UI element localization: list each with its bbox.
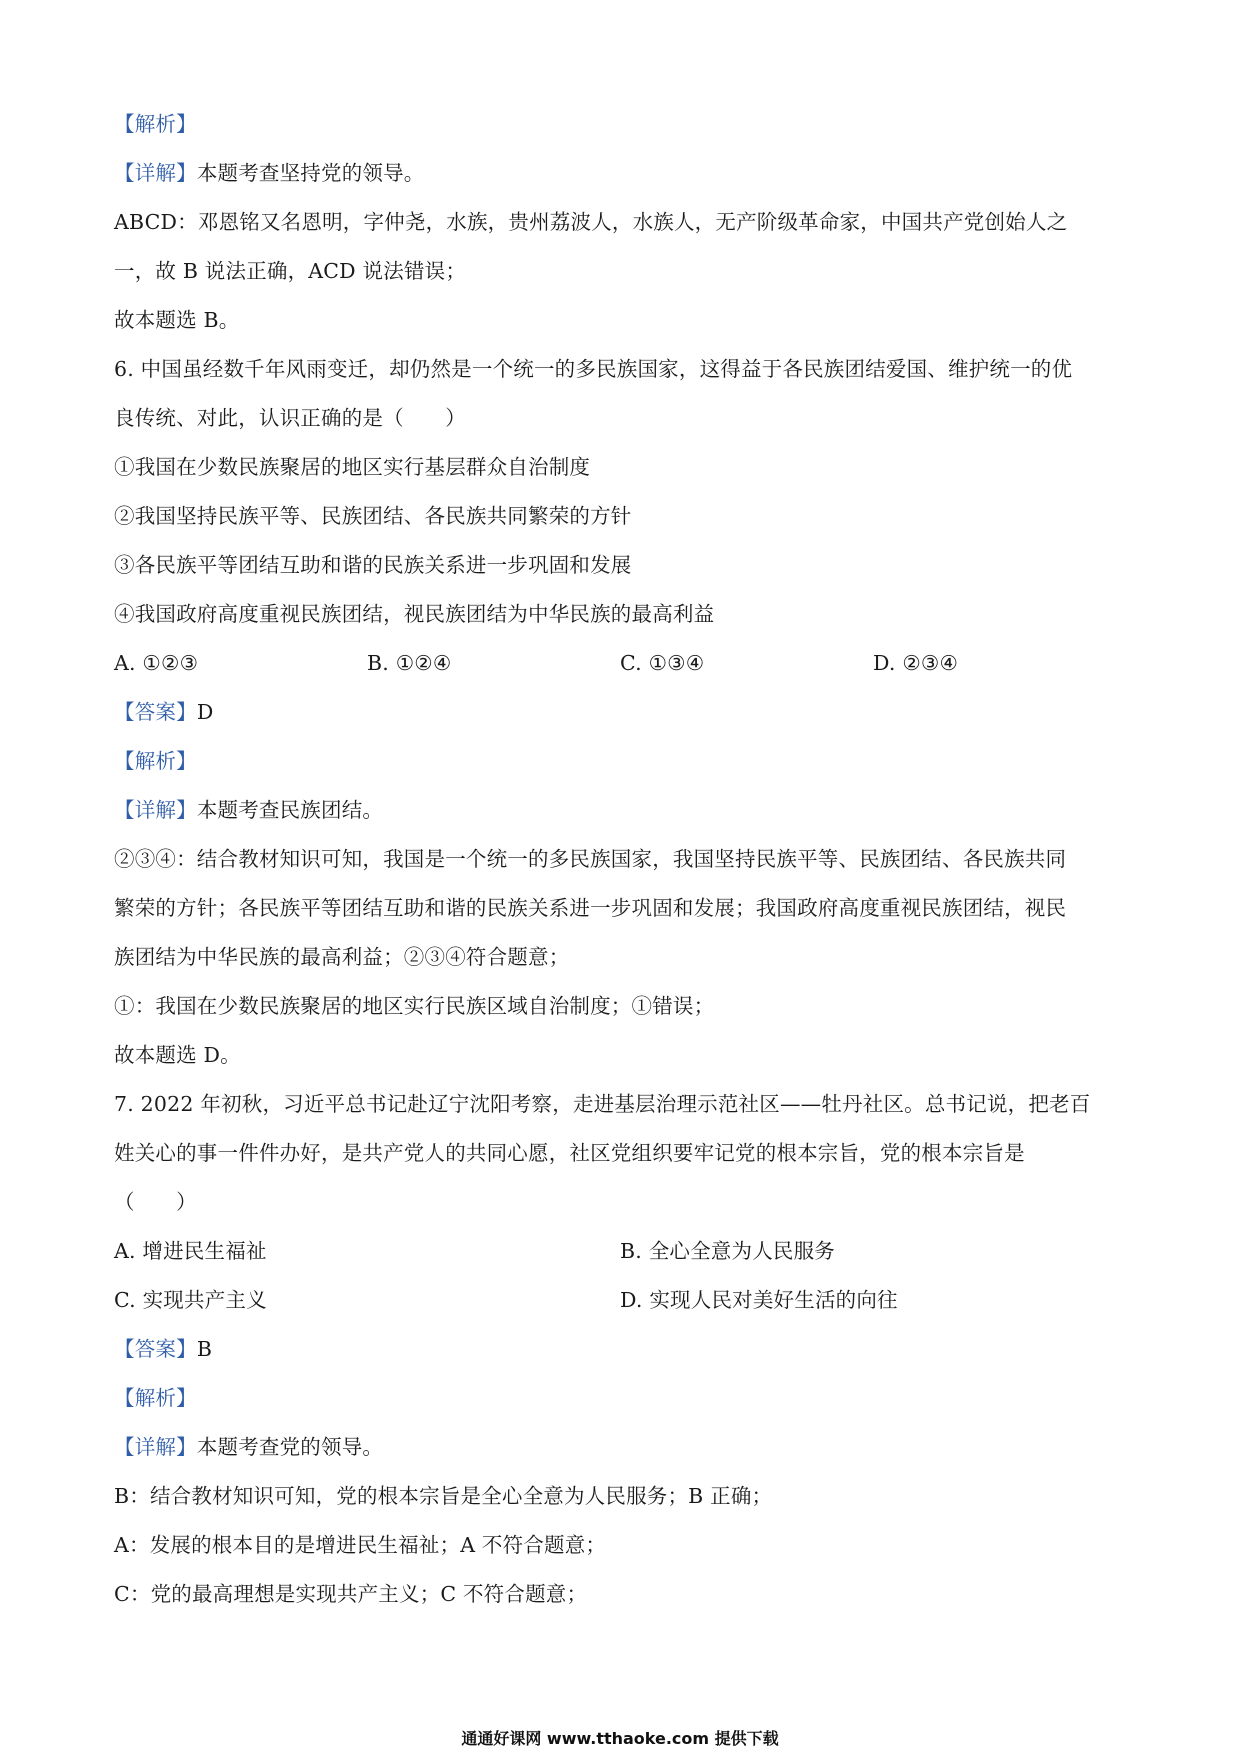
question-stem: 7. 2022 年初秋，习近平总书记赴辽宁沈阳考察，走进基层治理示范社区——牡丹社区。总书记说，把老百 [114, 1092, 1091, 1116]
detail-line [114, 786, 1126, 835]
detail-tag: 【详解】 [114, 161, 197, 185]
option-b: B. ①②④ [367, 651, 452, 675]
statement-item: ③各民族平等团结互助和谐的民族关系进一步巩固和发展 [114, 553, 632, 577]
detail-line [114, 149, 1126, 198]
question-stem: （ ） [114, 1190, 197, 1214]
statement-item: ②我国坚持民族平等、民族团结、各民族共同繁荣的方针 [114, 504, 632, 528]
analysis-heading [114, 1374, 1126, 1423]
analysis-heading [114, 737, 1126, 786]
explanation-line: ①：我国在少数民族聚居的地区实行民族区域自治制度；①错误； [114, 994, 715, 1018]
analysis-heading [114, 100, 1126, 149]
option-d: D. ②③④ [873, 651, 959, 675]
question-stem: 良传统、对此，认识正确的是（ ） [114, 406, 466, 430]
statement-item: ④我国政府高度重视民族团结，视民族团结为中华民族的最高利益 [114, 602, 715, 626]
explanation-line: B：结合教材知识可知，党的根本宗旨是全心全意为人民服务；B 正确； [114, 1484, 773, 1508]
option-a: A. 增进民生福祉 [114, 1239, 267, 1263]
explanation-line: C：党的最高理想是实现共产主义；C 不符合题意； [114, 1582, 588, 1606]
answer-line [114, 688, 1126, 737]
detail-text: 本题考查党的领导。 [196, 1435, 384, 1459]
detail-text: 本题考查民族团结。 [196, 798, 384, 822]
explanation-line: ②③④：结合教材知识可知，我国是一个统一的多民族国家，我国坚持民族平等、民族团结、各民族共同 [114, 847, 1067, 871]
conclusion-line: 故本题选 B。 [114, 308, 240, 332]
answer-value: D [196, 700, 214, 724]
options-row [114, 1276, 1126, 1325]
detail-line [114, 1423, 1126, 1472]
option-a: A. ①②③ [114, 651, 199, 675]
answer-tag: 【答案】 [114, 1337, 197, 1361]
statement-item: ①我国在少数民族聚居的地区实行基层群众自治制度 [114, 455, 591, 479]
question-stem: 姓关心的事一件件办好，是共产党人的共同心愿，社区党组织要牢记党的根本宗旨，党的根本宗旨是 [114, 1141, 1025, 1165]
detail-tag: 【详解】 [114, 798, 197, 822]
answer-tag: 【答案】 [114, 700, 197, 724]
detail-text: 本题考查坚持党的领导。 [196, 161, 425, 185]
options-row [114, 639, 1126, 688]
options-row [114, 1227, 1126, 1276]
analysis-tag: 【解析】 [114, 1386, 197, 1410]
detail-tag: 【详解】 [114, 1435, 197, 1459]
explanation-line: 一，故 B 说法正确，ACD 说法错误； [114, 259, 467, 283]
explanation-line: 繁荣的方针；各民族平等团结互助和谐的民族关系进一步巩固和发展；我国政府高度重视民族团结，视民 [114, 896, 1067, 920]
option-c: C. ①③④ [620, 651, 705, 675]
analysis-tag: 【解析】 [114, 749, 197, 773]
document-content [114, 100, 1126, 1619]
analysis-tag: 【解析】 [114, 112, 197, 136]
option-b: B. 全心全意为人民服务 [620, 1239, 835, 1263]
option-c: C. 实现共产主义 [114, 1288, 267, 1312]
answer-line [114, 1325, 1126, 1374]
explanation-line: 族团结为中华民族的最高利益；②③④符合题意； [114, 945, 570, 969]
answer-value: B [196, 1337, 213, 1361]
conclusion-line: 故本题选 D。 [114, 1043, 241, 1067]
footer-watermark: 通通好课网 www.tthaoke.com 提供下载 [461, 1729, 779, 1748]
option-d: D. 实现人民对美好生活的向往 [620, 1288, 898, 1312]
question-stem: 6. 中国虽经数千年风雨变迁，却仍然是一个统一的多民族国家，这得益于各民族团结爱国、维护统一的优 [114, 357, 1073, 381]
explanation-line: A：发展的根本目的是增进民生福祉；A 不符合题意； [114, 1533, 607, 1557]
explanation-line: ABCD：邓恩铭又名恩明，字仲尧，水族，贵州荔波人，水族人，无产阶级革命家，中国共产党创始人之 [114, 210, 1068, 234]
